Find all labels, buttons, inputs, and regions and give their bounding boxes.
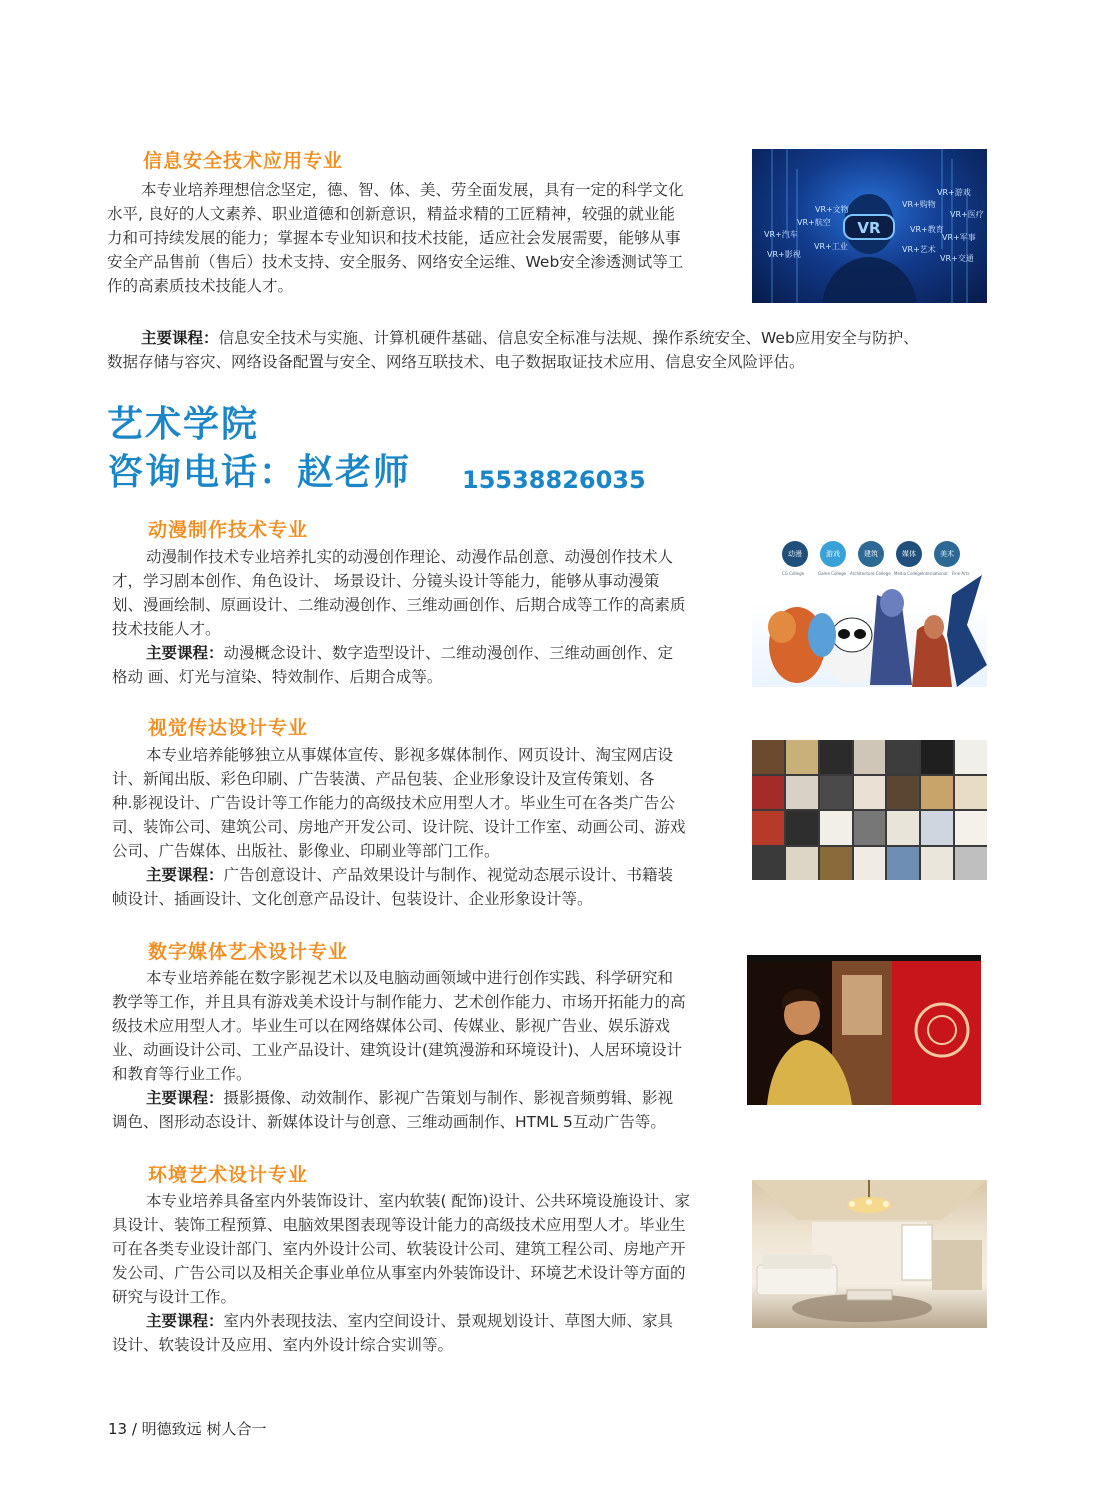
category-caption: CG College bbox=[782, 571, 805, 576]
design-tile bbox=[786, 847, 818, 881]
vr-label: VR+汽车 bbox=[764, 230, 798, 239]
desc-line: 计、新闻出版、彩色印刷、广告装潢、产品包装、企业形象设计及宣传策划、各 bbox=[112, 770, 655, 788]
design-tile bbox=[887, 847, 919, 881]
major-description-visual bbox=[112, 743, 730, 911]
major-description-animation bbox=[112, 545, 730, 689]
desc-line: 种.影视设计、广告设计等工作能力的高级技术应用型人才。毕业生可在各类广告公 bbox=[112, 794, 675, 812]
major-title-info-security: 信息安全技术应用专业 bbox=[143, 150, 344, 172]
design-tile bbox=[887, 740, 919, 774]
desc-line: 动漫制作技术专业培养扎实的动漫创作理论、动漫作品创意、动漫创作技术人 bbox=[146, 548, 674, 566]
major-title-visual: 视觉传达设计专业 bbox=[148, 717, 309, 739]
design-tile bbox=[921, 740, 953, 774]
category-circle: 建筑 bbox=[858, 541, 884, 567]
category-caption: Fine Arts bbox=[952, 571, 970, 576]
page-footer: 13 / 明德致远 树人合一 bbox=[108, 1420, 267, 1438]
courses-info-security bbox=[107, 326, 987, 374]
desc-line: 本专业培养能够独立从事媒体宣传、影视多媒体制作、网页设计、淘宝网店设 bbox=[146, 746, 674, 764]
desc-line: 司、装饰公司、建筑公司、房地产开发公司、设计院、设计工作室、动画公司、游戏 bbox=[112, 818, 686, 836]
course-line: 格动 画、灯光与渲染、特效制作、后期合成等。 bbox=[112, 668, 443, 686]
design-tile bbox=[786, 811, 818, 845]
design-tile bbox=[752, 811, 784, 845]
category-caption: Architecture College bbox=[850, 571, 891, 576]
major-description-info-security bbox=[107, 178, 729, 298]
major-title-animation: 动漫制作技术专业 bbox=[148, 519, 309, 541]
category-circle: 游戏 bbox=[820, 541, 846, 567]
desc-line: 可在各类专业设计部门、室内外设计公司、软装设计公司、建筑工程公司、房地产开 bbox=[112, 1240, 686, 1258]
major-title-digital-media: 数字媒体艺术设计专业 bbox=[148, 941, 349, 963]
category-caption: Media College bbox=[894, 571, 923, 576]
vr-label: VR+购物 bbox=[902, 200, 936, 209]
major-description-environment bbox=[112, 1189, 730, 1357]
design-tile bbox=[854, 811, 886, 845]
vr-center-text: VR bbox=[857, 219, 881, 237]
vr-label: VR+工业 bbox=[814, 242, 848, 251]
design-tile bbox=[921, 776, 953, 810]
course-label: 主要课程： bbox=[146, 1312, 224, 1330]
consult-phone-label: 咨询电话：赵老师 bbox=[107, 452, 412, 493]
course-line: 设计、软装设计及应用、室内外设计综合实训等。 bbox=[112, 1336, 454, 1354]
desc-line: 才，学习剧本创作、角色设计、 场景设计、分镜头设计等能力，能够从事动漫策 bbox=[112, 572, 660, 590]
desc-line: 公司、广告媒体、出版社、影像业、印刷业等部门工作。 bbox=[112, 842, 500, 860]
course-line: 帧设计、插画设计、文化创意产品设计、包装设计、企业形象设计等。 bbox=[112, 890, 593, 908]
vr-label: VR+游戏 bbox=[937, 188, 971, 197]
desc-line: 作的高素质技术技能人才。 bbox=[107, 277, 294, 295]
category-caption: International bbox=[922, 571, 948, 576]
course-label: 主要课程： bbox=[146, 1089, 224, 1107]
course-label: 主要课程： bbox=[146, 866, 224, 884]
category-circle: 动漫 bbox=[782, 541, 808, 567]
consult-phone-number: 15538826035 bbox=[462, 466, 646, 494]
design-tile-grid bbox=[752, 740, 987, 880]
course-line: 调色、图形动态设计、新媒体设计与创意、三维动画制作、HTML 5互动广告等。 bbox=[112, 1113, 666, 1131]
desc-line: 划、漫画绘制、原画设计、二维动漫创作、三维动画创作、后期合成等工作的高素质 bbox=[112, 596, 686, 614]
design-tile bbox=[786, 776, 818, 810]
desc-line: 教学等工作，并且具有游戏美术设计与制作能力、艺术创作能力、市场开拓能力的高 bbox=[112, 993, 686, 1011]
design-tile bbox=[854, 740, 886, 774]
course-line: 主要课程：动漫概念设计、数字造型设计、二维动漫创作、三维动画创作、定 bbox=[146, 644, 674, 662]
desc-line: 水平, 良好的人文素养、职业道德和创新意识，精益求精的工匠精神，较强的就业能 bbox=[107, 205, 675, 223]
vr-label: VR+艺术 bbox=[902, 245, 936, 254]
design-tile bbox=[921, 811, 953, 845]
vr-headset-image bbox=[752, 149, 987, 303]
desc-line: 本专业培养理想信念坚定，德、智、体、美、劳全面发展，具有一定的科学文化 bbox=[141, 181, 684, 199]
vr-label: VR+航空 bbox=[797, 218, 831, 227]
design-tile bbox=[820, 740, 852, 774]
desc-line: 发公司、广告公司以及相关企事业单位从事室内外装饰设计、环境艺术设计等方面的 bbox=[112, 1264, 686, 1282]
course-label: 主要课程： bbox=[146, 644, 224, 662]
desc-line: 和教育等行业工作。 bbox=[112, 1065, 252, 1083]
design-tile bbox=[955, 740, 987, 774]
animation-characters-image bbox=[752, 535, 987, 687]
desc-line: 力和可持续发展的能力；掌握本专业知识和技术技能，适应社会发展需要，能够从事 bbox=[107, 229, 681, 247]
desc-line: 级技术应用型人才。毕业生可以在网络媒体公司、传媒业、影视广告业、娱乐游戏 bbox=[112, 1017, 671, 1035]
desc-line: 技术技能人才。 bbox=[112, 620, 221, 638]
design-tile bbox=[854, 847, 886, 881]
digital-media-poster-image bbox=[747, 955, 981, 1105]
desc-line: 业、动画设计公司、工业产品设计、建筑设计(建筑漫游和环境设计)、人居环境设计 bbox=[112, 1041, 683, 1059]
vr-label: VR+文物 bbox=[815, 205, 849, 214]
category-caption: Game College bbox=[818, 571, 847, 576]
design-tile bbox=[786, 740, 818, 774]
vr-label: VR+影视 bbox=[767, 250, 801, 259]
design-tile bbox=[955, 776, 987, 810]
course-line: 主要课程：广告创意设计、产品效果设计与制作、视觉动态展示设计、书籍装 bbox=[146, 866, 674, 884]
design-tile bbox=[955, 847, 987, 881]
design-tile bbox=[921, 847, 953, 881]
desc-line: 本专业培养具备室内外装饰设计、室内软装( 配饰)设计、公共环境设施设计、家 bbox=[146, 1192, 691, 1210]
design-tile bbox=[820, 776, 852, 810]
design-tile bbox=[752, 847, 784, 881]
vr-label: VR+军事 bbox=[942, 233, 976, 242]
design-tile bbox=[820, 847, 852, 881]
vr-label: VR+教育 bbox=[910, 225, 944, 234]
design-tile bbox=[820, 811, 852, 845]
major-title-environment: 环境艺术设计专业 bbox=[148, 1164, 309, 1186]
design-tile bbox=[854, 776, 886, 810]
desc-line: 研究与设计工作。 bbox=[112, 1288, 237, 1306]
course-line: 主要课程：摄影摄像、动效制作、影视广告策划与制作、影视音频剪辑、影视 bbox=[146, 1089, 674, 1107]
desc-line: 安全产品售前（售后）技术支持、安全服务、网络安全运维、Web安全渗透测试等工 bbox=[107, 253, 684, 271]
course-line: 主要课程：室内外表现技法、室内空间设计、景观规划设计、草图大师、家具 bbox=[146, 1312, 674, 1330]
design-tile bbox=[887, 776, 919, 810]
desc-line: 具设计、装饰工程预算、电脑效果图表现等设计能力的高级技术应用型人才。毕业生 bbox=[112, 1216, 686, 1234]
design-tile bbox=[752, 776, 784, 810]
major-description-digital-media bbox=[112, 966, 730, 1134]
desc-line: 本专业培养能在数字影视艺术以及电脑动画领域中进行创作实践、科学研究和 bbox=[146, 969, 674, 987]
course-label: 主要课程： bbox=[141, 329, 219, 347]
visual-design-collage-image bbox=[752, 740, 987, 880]
course-line: 数据存储与容灾、网络设备配置与安全、网络互联技术、电子数据取证技术应用、信息安全风险评估。 bbox=[107, 353, 805, 371]
category-circle: 媒体 bbox=[896, 541, 922, 567]
design-tile bbox=[955, 811, 987, 845]
category-circle: 美术 bbox=[934, 541, 960, 567]
college-name: 艺术学院 bbox=[107, 404, 260, 445]
vr-label: VR+医疗 bbox=[950, 210, 984, 219]
course-line: 主要课程：信息安全技术与实施、计算机硬件基础、信息安全标准与法规、操作系统安全、Web应用安全与防护、 bbox=[141, 329, 919, 347]
design-tile bbox=[887, 811, 919, 845]
interior-design-image bbox=[752, 1180, 987, 1328]
design-tile bbox=[752, 740, 784, 774]
vr-label: VR+交通 bbox=[940, 254, 974, 263]
